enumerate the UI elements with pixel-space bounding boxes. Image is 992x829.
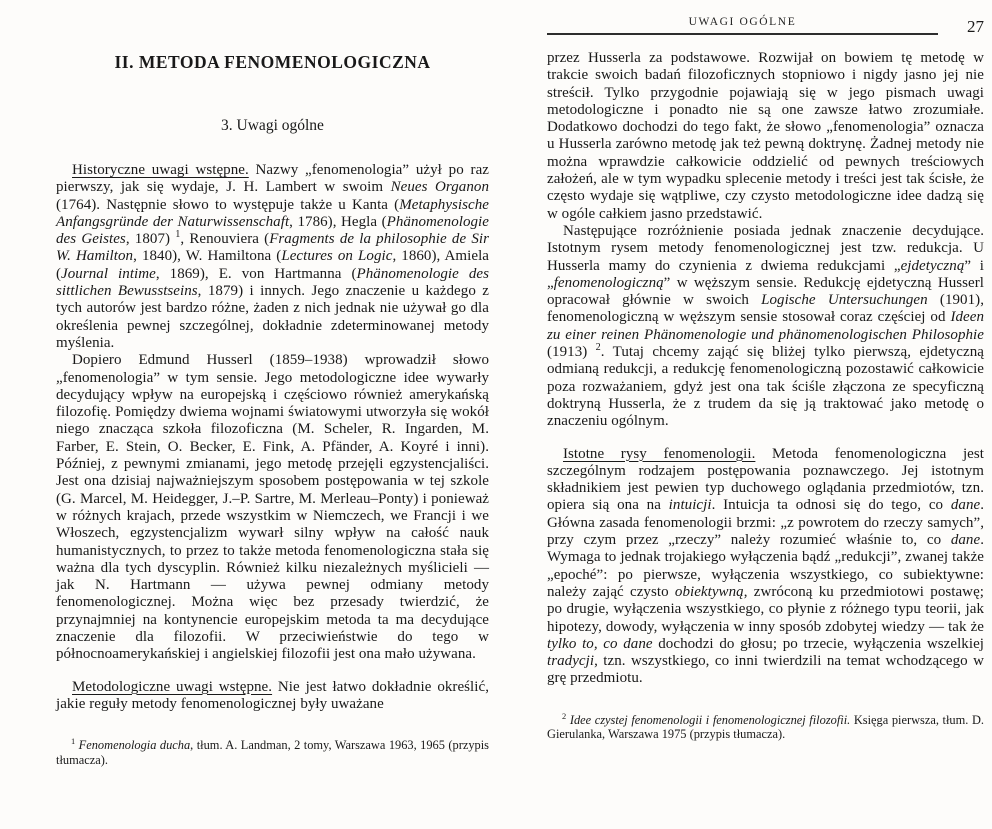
text-run: tylko to, co dane bbox=[547, 635, 653, 652]
text-run: Phänomenologie des Geistes bbox=[56, 213, 489, 248]
paragraph-historyczne-uwagi bbox=[56, 162, 489, 352]
text-run: przez Husserla za podstawowe. Rozwijał on bowiem tę metodę w trakcie swoich badań filozoficznych stopniowo i nigdy jasno jej nie streścił. Tylko przygodnie pojawiają się w jego pismach uwagi metodologiczne i ponadto nie są one zawsze łatwo zrozumiałe. Dodatkowo dochodzi do tego fakt, że słowo „fenomenologia” oznacza u Husserla zarówno metodę jak też pewną doktrynę. Żadnej metody nie można wprawdzie całkowicie oddzielić od pewnych treściowych założeń, ale w tym wypadku splecenie metody i treści jest tak ścisłe, że często wydaje się wątpliwe, czy czysto metodologiczne idee dadzą się w ogóle całkiem jasno przedstawić. bbox=[547, 50, 984, 222]
text-run: fenomenologiczną bbox=[553, 274, 664, 291]
text-run: Metaphysische Anfangsgründe der Naturwissenschaft bbox=[56, 196, 489, 230]
text-run: , tzn. wszystkiego, co inni twierdzili na temat wchodzącego w grę przedmiotu. bbox=[547, 653, 984, 687]
text-run: Następujące rozróżnienie posiada jednak znaczenie decydujące. Istotnym rysem metody fenomenologicznej jest tzw. redukcja. U Husserla mamy do czynienia z dwiema redukcjami „ bbox=[547, 222, 984, 274]
text-run: (1913) bbox=[547, 344, 596, 361]
text-run: (1901), fenomenologiczną w węższym sensie stosował coraz częściej od bbox=[547, 292, 984, 326]
text-run: intuicji bbox=[668, 497, 712, 514]
text-run: Istotne rysy fenomenologii. bbox=[563, 445, 756, 462]
text-run: , tłum. A. Landman, 2 tomy, Warszawa 1963, 1965 (przypis tłumacza). bbox=[56, 738, 489, 767]
text-run: , 1860), Amiela ( bbox=[56, 248, 490, 282]
text-run: Phänomenologie des sittlichen Bewusstseins bbox=[56, 265, 490, 300]
text-run: Fragments de la philosophie de Sir W. Hamilton bbox=[56, 231, 489, 265]
text-run: Metoda fenomenologiczna jest szczególnym rodzajem postępowania poznawczego. Jej istotnym składnikiem jest pewien typ duchowego oglądania przedmiotów, tzn. opiera sią ona na bbox=[547, 445, 984, 514]
text-run: 2 bbox=[595, 342, 601, 354]
text-run: Historyczne uwagi wstępne. bbox=[72, 162, 249, 178]
text-run: Fenomenologia ducha bbox=[78, 738, 191, 753]
text-run: dane bbox=[950, 532, 981, 549]
text-run: Metodologiczne uwagi wstępne. bbox=[72, 678, 273, 695]
text-run: dochodzi do głosu; po trzecie, wyłączenia wszelkiej bbox=[652, 635, 984, 652]
text-run: tradycji bbox=[547, 653, 595, 670]
running-head-rule bbox=[547, 16, 938, 35]
paragraph-istotne-rysy bbox=[547, 446, 984, 688]
text-run: Ideen zu einer reinen Phänomenologie und phänomenologischen Philosophie bbox=[547, 309, 984, 343]
left-page bbox=[56, 38, 489, 768]
text-run: ejdetyczną bbox=[900, 257, 965, 274]
chapter-title: II. METODA FENOMENOLOGICZNA bbox=[114, 52, 431, 72]
text-run: . Tutaj chcemy zająć się bliżej tylko pierwszą, ejdetyczną odmianą redukcji, a redukcję fenomenologiczną pozostawić całkowicie poza rozważaniem, gdyż jest ona tak ściśle złączona ze specyficzną doktryną Husserla, że z trudem da się ją traktować jako metodę o znaczeniu ogólnym. bbox=[547, 344, 984, 430]
text-run: , 1840), W. Hamiltona ( bbox=[133, 248, 282, 265]
text-run: 1 bbox=[175, 229, 181, 241]
text-run: , 1807) bbox=[125, 231, 176, 248]
text-run: (1764). Następnie słowo to występuje także u Kanta ( bbox=[56, 196, 400, 213]
footnote-2 bbox=[547, 710, 984, 743]
section-title: 3. Uwagi ogólne bbox=[221, 117, 324, 134]
text-run: ” i „ bbox=[547, 257, 984, 291]
text-run: Nie jest łatwo dokładnie określić, jakie reguły metody fenomenologicznej były uważane bbox=[56, 678, 489, 712]
right-page bbox=[547, 16, 984, 742]
text-run: obiektywną bbox=[674, 583, 744, 600]
paragraph-husserl bbox=[56, 352, 489, 663]
footnote-1 bbox=[56, 738, 489, 768]
text-run: Księga pierwsza, tłum. D. Gierulanka, Warszawa 1975 (przypis tłumacza). bbox=[547, 712, 984, 742]
text-run: Dopiero Edmund Husserl (1859–1938) wprowadził słowo „fenomenologia” w tym sensie. Jego metodologiczne idee wywarły decydujący wpływ na europejską i częściowo również amerykańską filozofię. Pomiędzy dwiema wojnami światowymi utworzyła się wokół niego znacząca szkoła filozoficzna (M. Scheler, R. Ingarden, M. Farber, E. Stein, O. Becker, E. Fink, A. Pfänder, A. Koyré i inni). Później, z pewnymi zmianami, jego metodę przejęli egzystencjaliści. Jest ona dzisiaj najważniejszym sposobem postępowania w tej szkole (G. Marcel, M. Heidegger, J.–P. Sartre, M. Merleau–Ponty) i ponieważ w różnych krajach, przede wszystkim w Niemczech, we Francji i we Włoszech, egzystencjalizm wywarł silny wpływ na całość nauk humanistycznych, to przez to także metoda fenomenologiczna stała się ważna dla tych dyscyplin. Również kilku niezależnych myślicieli — jak N. Hartmann — używa pewnej odmiany metody fenomenologicznej. Można więc bez przesady twierdzić, że przynajmniej na kontynencie europejskim metoda ta ma decydujące znaczenie dla filozofii. W przeciwieństwie do tego w północnoamerykańskiej i angielskiej filozofii jest ona mało używana. bbox=[56, 352, 489, 663]
text-run: , zwróconą ku przedmiotowi postawę; po drugie, wyłączenia wszystkiego, co płynie z różnego typu teorii, jak hipotezy, dowody, wyłączenia w inny sposób zdobytej wiedzy — tak że bbox=[547, 583, 984, 635]
text-run: Logische Untersuchungen bbox=[761, 292, 928, 309]
paragraph-metodologiczne-uwagi bbox=[56, 679, 489, 714]
paragraph-continuation bbox=[547, 50, 984, 223]
text-run: . Intuicja ta odnosi się do tego, co bbox=[711, 497, 951, 514]
text-run: Journal intime bbox=[61, 265, 156, 282]
text-run: Neues Organon bbox=[390, 179, 490, 196]
paragraph-rozroznienie bbox=[547, 223, 984, 431]
text-run: , 1786), Hegla ( bbox=[289, 213, 387, 230]
text-run: dane bbox=[950, 497, 981, 514]
text-run: , 1869), E. von Hartmanna ( bbox=[155, 265, 357, 282]
text-run: . Wymaga to jednak trojakiego wyłączenia bądź „redukcji”, zwanej także „epoché”: po pierwsze, wyłączenia wszystkiego, co subiektywne: należy zająć czysto bbox=[547, 532, 984, 600]
text-run: 1 bbox=[71, 736, 76, 747]
text-run: Lectures on Logic bbox=[281, 248, 393, 265]
text-run: , Renouviera ( bbox=[180, 231, 270, 248]
text-run: ” w węższym sensie. Redukcję ejdetyczną Husserl opracował głównie w swoich bbox=[547, 274, 984, 309]
page-number: 27 bbox=[967, 17, 984, 36]
running-head bbox=[547, 16, 984, 37]
text-run: Idee czystej fenomenologii i fenomenologicznej filozofii. bbox=[569, 712, 851, 727]
text-run: 2 bbox=[562, 710, 567, 721]
text-run: . Główna zasada fenomenologii brzmi: „z powrotem do rzeczy samych”, przy czym przez „rzeczy” należy rozumieć właśnie to, co bbox=[547, 497, 985, 549]
running-head-title: UWAGI OGÓLNE bbox=[688, 16, 797, 28]
text-run: , 1879) i innych. Jego znaczenie u każdego z tych autorów jest bardzo różne, żaden z nich jednak nie używał go dla określenia pewnej szczególnej, dokładnie zdeterminowanej metody myślenia. bbox=[56, 283, 489, 351]
text-run: Nazwy „fenomenologia” użył po raz pierwszy, jak się wydaje, J. H. Lambert w swoim bbox=[56, 162, 489, 196]
